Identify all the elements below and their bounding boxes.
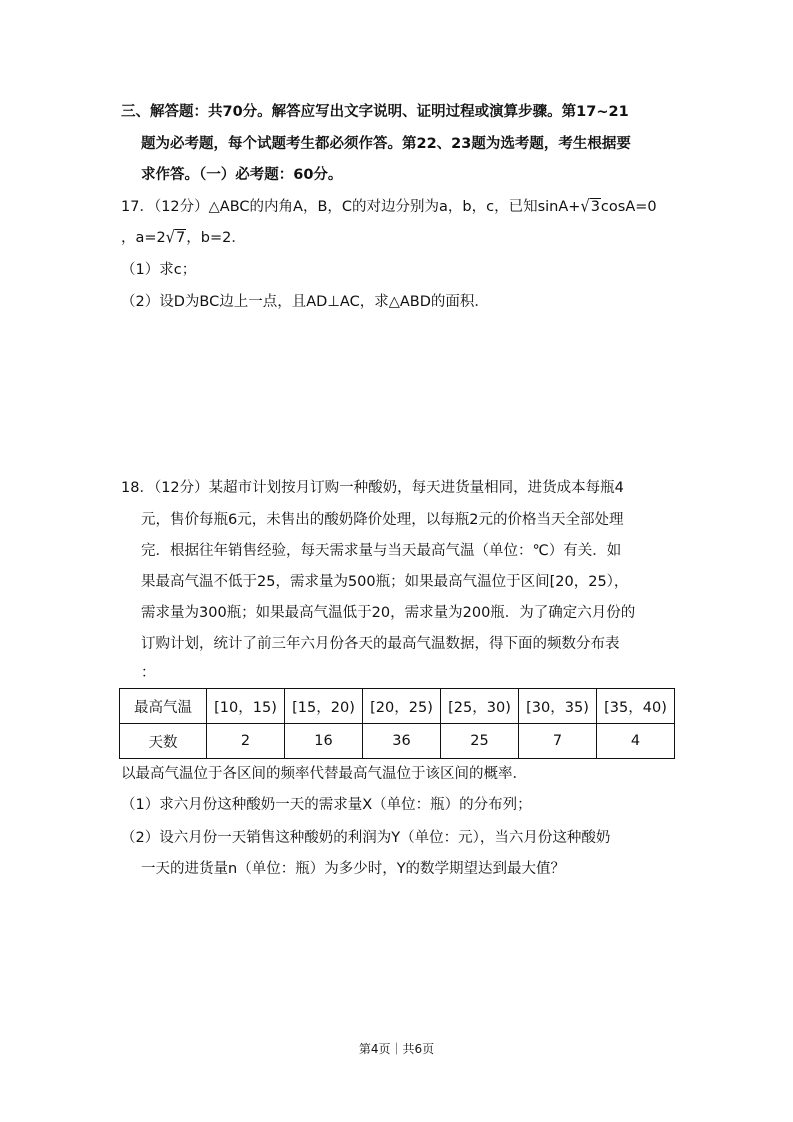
table-cell-days: 36 <box>363 724 441 759</box>
q17-statement <box>121 197 657 217</box>
q18-line-7: ： <box>141 665 156 681</box>
q17-part-2: （2）设D为BC边上一点，且AD⊥AC，求△ABD的面积． <box>121 294 489 310</box>
table-header-days: 天数 <box>120 724 207 759</box>
table-cell-interval: [25，30) <box>441 689 519 724</box>
q17-given-b: ，b=2． <box>186 230 246 246</box>
table-cell-days: 4 <box>597 724 675 759</box>
sqrt-7: √7 <box>165 228 186 248</box>
page-number-footer: 第4页｜共6页 <box>358 1042 435 1056</box>
q18-line-3: 完．根据往年销售经验，每天需求量与当天最高气温（单位：℃）有关．如 <box>141 543 622 559</box>
q18-line-4: 果最高气温不低于25，需求量为500瓶；如果最高气温位于区间[20，25）， <box>141 574 629 590</box>
q17-given-a: ，a=2 <box>121 230 166 246</box>
table-cell-days: 2 <box>207 724 285 759</box>
table-cell-interval: [15，20) <box>285 689 363 724</box>
table-row-days <box>120 724 675 759</box>
q18-line-1: 18．（12分）某超市计划按月订购一种酸奶，每天进货量相同，进货成本每瓶4 <box>121 480 624 496</box>
section-heading-line-1: 三、解答题：共70分。解答应写出文字说明、证明过程或演算步骤。第17~21 <box>121 104 629 120</box>
table-cell-interval: [30，35) <box>519 689 597 724</box>
q18-part-2-line-2: 一天的进货量n（单位：瓶）为多少时，Y的数学期望达到最大值？ <box>141 861 566 877</box>
table-header-temp: 最高气温 <box>120 689 207 724</box>
q17-part-1: （1）求c； <box>121 262 197 278</box>
table-cell-interval: [35，40) <box>597 689 675 724</box>
q18-after-table: 以最高气温位于各区间的频率代替最高气温位于该区间的概率． <box>121 766 527 782</box>
section-heading-line-2: 题为必考题，每个试题考生都必须作答。第22、23题为选考题，考生根据要 <box>141 136 631 152</box>
table-cell-days: 7 <box>519 724 597 759</box>
q18-line-5: 需求量为300瓶；如果最高气温低于20，需求量为200瓶．为了确定六月份的 <box>141 605 636 621</box>
q18-part-2-line-1: （2）设六月份一天销售这种酸奶的利润为Y（单位：元），当六月份这种酸奶 <box>121 830 611 846</box>
q17-intro-end: cosA=0 <box>600 199 657 215</box>
table-cell-interval: [10，15) <box>207 689 285 724</box>
q18-line-2: 元，售价每瓶6元，未售出的酸奶降价处理，以每瓶2元的价格当天全部处理 <box>141 512 624 528</box>
q18-line-6: 订购计划，统计了前三年六月份各天的最高气温数据，得下面的频数分布表 <box>141 636 620 652</box>
q17-given <box>121 228 246 248</box>
table-cell-days: 16 <box>285 724 363 759</box>
table-cell-interval: [20，25) <box>363 689 441 724</box>
frequency-table <box>119 688 675 759</box>
section-heading-line-3: 求作答。（一）必考题：60分。 <box>141 167 343 183</box>
sqrt-3: √3 <box>580 197 600 217</box>
q18-part-1: （1）求六月份这种酸奶一天的需求量X（单位：瓶）的分布列； <box>121 797 532 813</box>
table-cell-days: 25 <box>441 724 519 759</box>
table-row-temp <box>120 689 675 724</box>
q17-intro: 17．（12分）△ABC的内角A，B，C的对边分别为a，b，c，已知sinA+ <box>121 199 581 215</box>
